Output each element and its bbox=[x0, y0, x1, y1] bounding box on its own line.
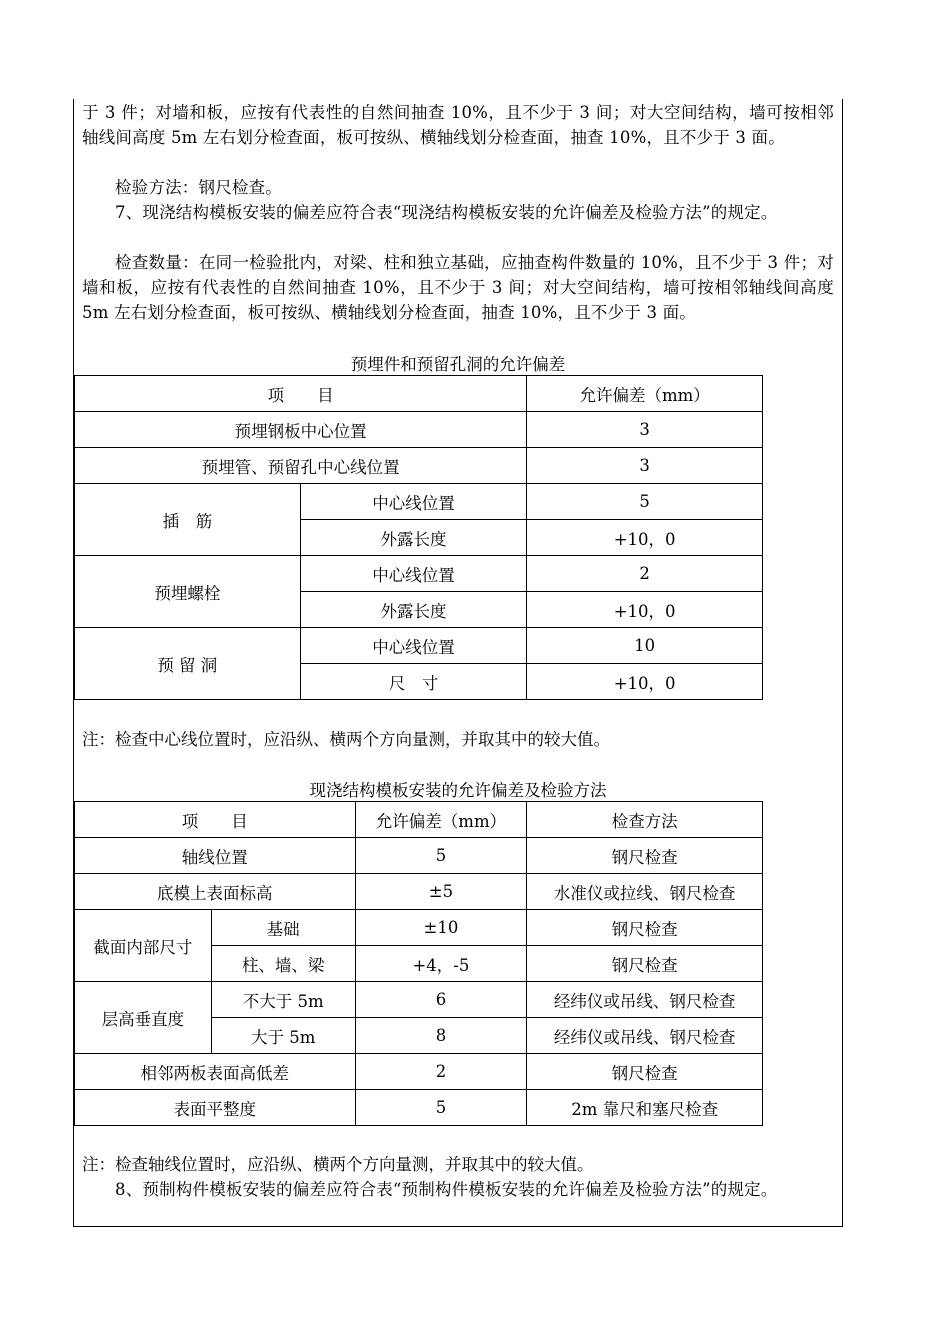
row-value: +10，0 bbox=[527, 664, 763, 700]
sub-item: 外露长度 bbox=[300, 520, 527, 556]
group-name: 预埋螺栓 bbox=[75, 556, 301, 628]
row-value: 6 bbox=[355, 982, 527, 1018]
row-method: 钢尺检查 bbox=[527, 1054, 763, 1090]
table1-caption: 预埋件和预留孔洞的允许偏差 bbox=[350, 355, 566, 374]
table-row bbox=[75, 484, 763, 520]
formwork-tolerance-table bbox=[74, 801, 763, 1126]
row-item: 相邻两板表面高低差 bbox=[75, 1054, 356, 1090]
row-item: 底模上表面标高 bbox=[75, 874, 356, 910]
table-row bbox=[75, 1054, 763, 1090]
header-tolerance: 允许偏差（mm） bbox=[527, 376, 763, 412]
row-value: +10，0 bbox=[527, 592, 763, 628]
sub-item: 大于 5m bbox=[211, 1018, 355, 1054]
row-method: 钢尺检查 bbox=[527, 946, 763, 982]
table-row bbox=[75, 838, 763, 874]
sub-item: 柱、墙、梁 bbox=[211, 946, 355, 982]
table-row bbox=[75, 874, 763, 910]
sub-item: 尺 寸 bbox=[300, 664, 527, 700]
table-row bbox=[75, 1090, 763, 1126]
row-item: 轴线位置 bbox=[75, 838, 356, 874]
group-name: 层高垂直度 bbox=[75, 982, 212, 1054]
header-method: 检查方法 bbox=[527, 802, 763, 838]
row-value: 2 bbox=[527, 556, 763, 592]
paragraph-1: 于 3 件；对墙和板，应按有代表性的自然间抽查 10%，且不少于 3 间；对大空间结构，墙可按相邻轴线间高度 5m 左右划分检查面，板可按纵、横轴线划分检查面，抽查 10%，且不少于 3 面。 bbox=[82, 103, 834, 147]
sub-item: 不大于 5m bbox=[211, 982, 355, 1018]
table-row bbox=[75, 982, 763, 1018]
table1-note: 注：检查中心线位置时，应沿纵、横两个方向量测，并取其中的较大值。 bbox=[82, 730, 610, 749]
table-header-row bbox=[75, 376, 763, 412]
row-value: ±10 bbox=[355, 910, 527, 946]
row-method: 经纬仪或吊线、钢尺检查 bbox=[527, 1018, 763, 1054]
table-row bbox=[75, 448, 763, 484]
row-value: 5 bbox=[355, 838, 527, 874]
header-tolerance: 允许偏差（mm） bbox=[355, 802, 527, 838]
table-row bbox=[75, 556, 763, 592]
row-value: 8 bbox=[355, 1018, 527, 1054]
table-row bbox=[75, 910, 763, 946]
sub-item: 中心线位置 bbox=[300, 556, 527, 592]
header-item: 项 目 bbox=[75, 376, 527, 412]
row-value: +10，0 bbox=[527, 520, 763, 556]
row-method: 2m 靠尺和塞尺检查 bbox=[527, 1090, 763, 1126]
row-value: 10 bbox=[527, 628, 763, 664]
paragraph-inspection-method: 检验方法：钢尺检查。 bbox=[115, 178, 282, 197]
row-value: 2 bbox=[355, 1054, 527, 1090]
table-row bbox=[75, 628, 763, 664]
row-value: +4，-5 bbox=[355, 946, 527, 982]
table-row bbox=[75, 412, 763, 448]
embedded-parts-table bbox=[74, 375, 763, 700]
row-item: 预埋钢板中心位置 bbox=[75, 412, 527, 448]
paragraph-item-7: 7、现浇结构模板安装的偏差应符合表“现浇结构模板安装的允许偏差及检验方法”的规定。 bbox=[115, 203, 778, 222]
row-method: 钢尺检查 bbox=[527, 838, 763, 874]
row-method: 水准仪或拉线、钢尺检查 bbox=[527, 874, 763, 910]
group-name: 截面内部尺寸 bbox=[75, 910, 212, 982]
paragraph-item-8: 8、预制构件模板安装的偏差应符合表“预制构件模板安装的允许偏差及检验方法”的规定。 bbox=[115, 1180, 778, 1199]
table2-note: 注：检查轴线位置时，应沿纵、横两个方向量测，并取其中的较大值。 bbox=[82, 1155, 594, 1174]
table2-caption: 现浇结构模板安装的允许偏差及检验方法 bbox=[309, 781, 607, 800]
sub-item: 中心线位置 bbox=[300, 484, 527, 520]
paragraph-inspection-quantity: 检查数量：在同一检验批内，对梁、柱和独立基础，应抽查构件数量的 10%，且不少于 3 件；对墙和板，应按有代表性的自然间抽查 10%，且不少于 3 间；对大空间结构，墙可按相邻轴线间高度 5m 左右划分检查面，板可按纵、横轴线划分检查面，抽查 10%，且不少于 3 面。 bbox=[82, 253, 834, 322]
row-value: 3 bbox=[527, 412, 763, 448]
sub-item: 中心线位置 bbox=[300, 628, 527, 664]
header-item: 项 目 bbox=[75, 802, 356, 838]
row-item: 表面平整度 bbox=[75, 1090, 356, 1126]
row-item: 预埋管、预留孔中心线位置 bbox=[75, 448, 527, 484]
row-method: 钢尺检查 bbox=[527, 910, 763, 946]
sub-item: 基础 bbox=[211, 910, 355, 946]
row-value: ±5 bbox=[355, 874, 527, 910]
group-name: 预 留 洞 bbox=[75, 628, 301, 700]
sub-item: 外露长度 bbox=[300, 592, 527, 628]
row-value: 3 bbox=[527, 448, 763, 484]
table-header-row bbox=[75, 802, 763, 838]
row-value: 5 bbox=[527, 484, 763, 520]
row-value: 5 bbox=[355, 1090, 527, 1126]
row-method: 经纬仪或吊线、钢尺检查 bbox=[527, 982, 763, 1018]
group-name: 插 筋 bbox=[75, 484, 301, 556]
